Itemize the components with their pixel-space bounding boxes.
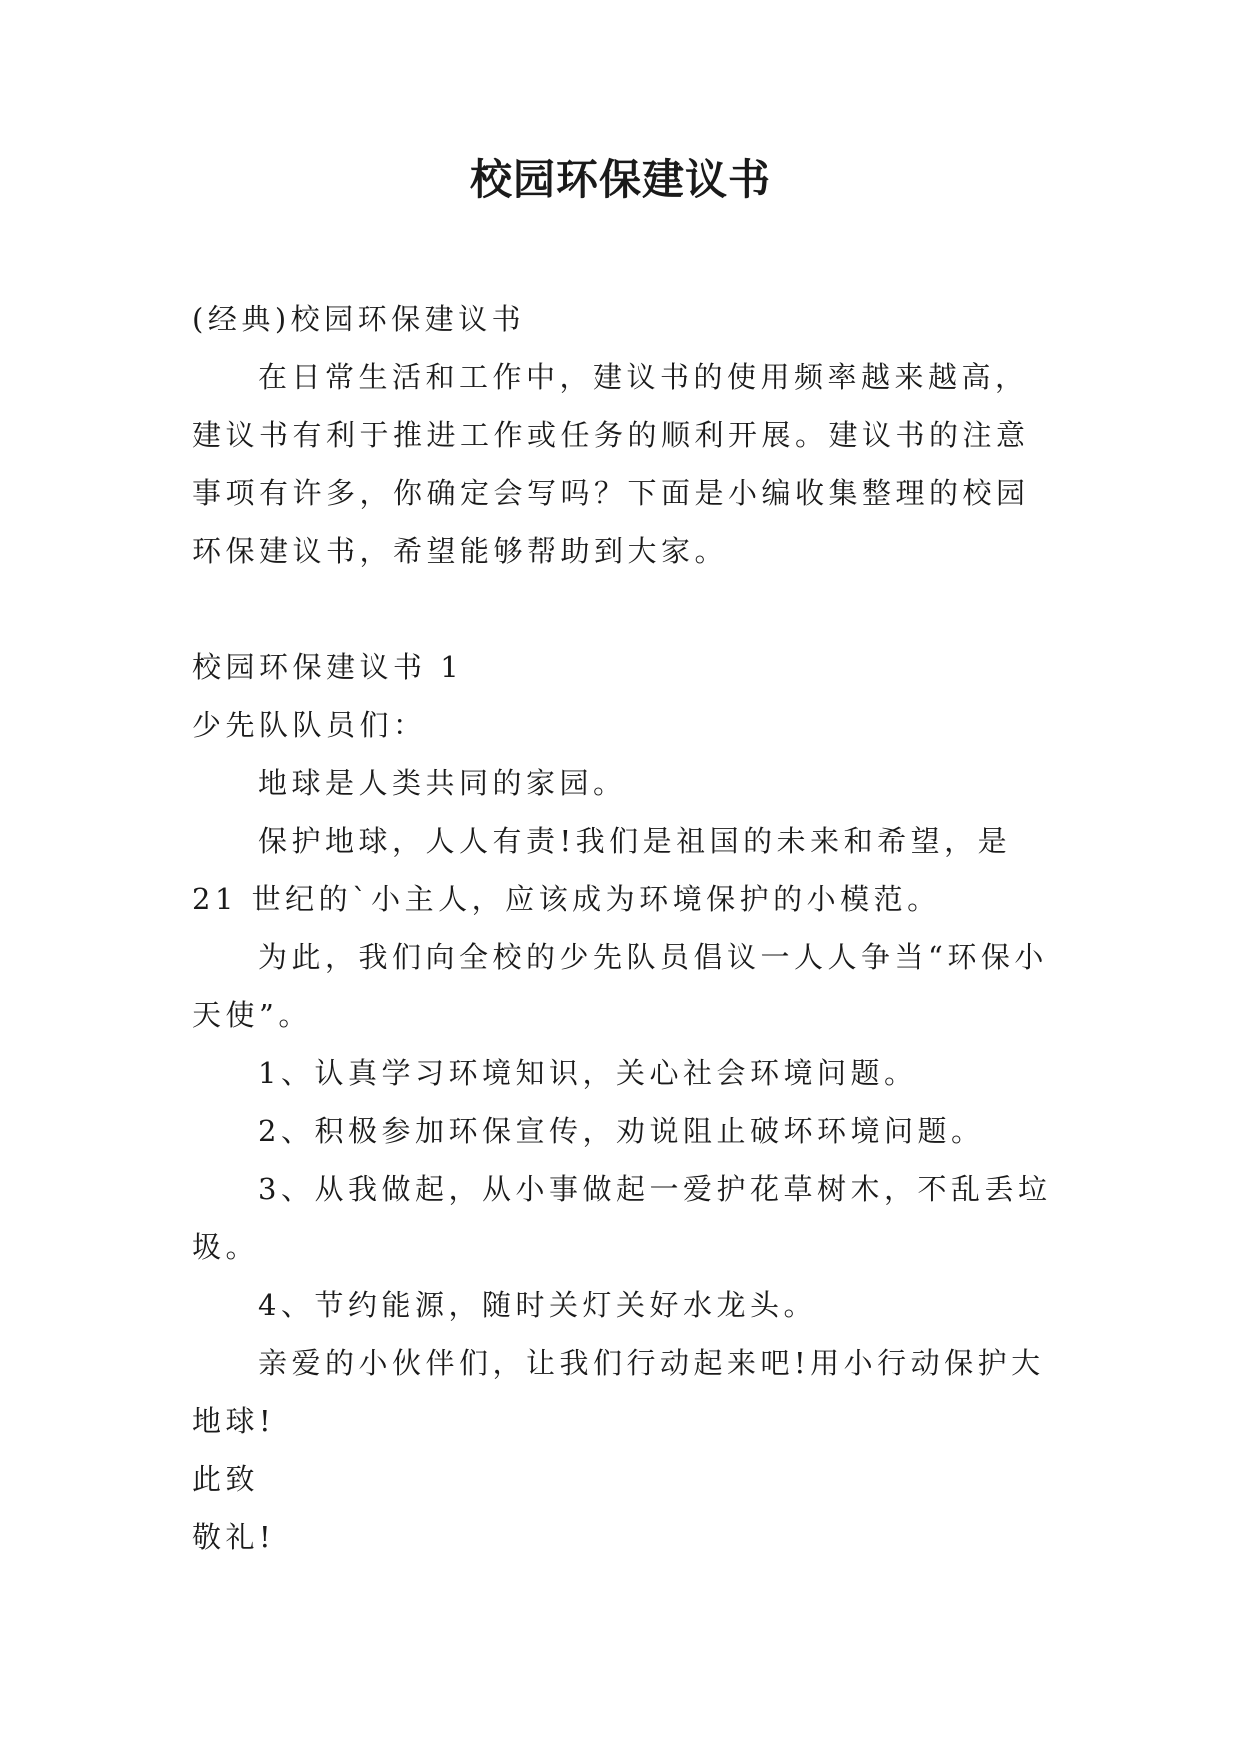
body-paragraph: 亲爱的小伙伴们，让我们行动起来吧!用小行动保护大地球! bbox=[192, 1346, 1045, 1438]
document-title: 校园环保建议书 bbox=[469, 155, 771, 204]
document-body bbox=[192, 290, 1052, 1566]
closing-line: 此致 bbox=[192, 1462, 260, 1496]
body-paragraph: 保护地球，人人有责!我们是祖国的未来和希望，是 21 世纪的`小主人，应该成为环境保护的小模范。 bbox=[192, 824, 1012, 916]
section-heading: 校园环保建议书 1 bbox=[192, 650, 464, 684]
intro-paragraph: 在日常生活和工作中，建议书的使用频率越来越高，建议书有利于推进工作或任务的顺利开展。建议书的注意事项有许多，你确定会写吗？下面是小编收集整理的校园环保建议书，希望能够帮助到大家。 bbox=[192, 360, 1030, 568]
closing-line: 敬礼! bbox=[192, 1520, 276, 1554]
salutation: 少先队队员们： bbox=[192, 708, 427, 742]
list-item: 3、从我做起，从小事做起一爱护花草树木，不乱丢垃圾。 bbox=[192, 1172, 1052, 1264]
list-item: 1、认真学习环境知识，关心社会环境问题。 bbox=[258, 1056, 918, 1090]
list-item: 4、节约能源，随时关灯关好水龙头。 bbox=[258, 1288, 817, 1322]
body-paragraph: 为此，我们向全校的少先队员倡议一人人争当“环保小天使”。 bbox=[192, 940, 1048, 1032]
paragraph-gap bbox=[192, 580, 1052, 638]
list-item: 2、积极参加环保宣传，劝说阻止破坏环境问题。 bbox=[258, 1114, 985, 1148]
document-subtitle: (经典)校园环保建议书 bbox=[192, 302, 526, 336]
body-paragraph: 地球是人类共同的家园。 bbox=[258, 766, 627, 800]
